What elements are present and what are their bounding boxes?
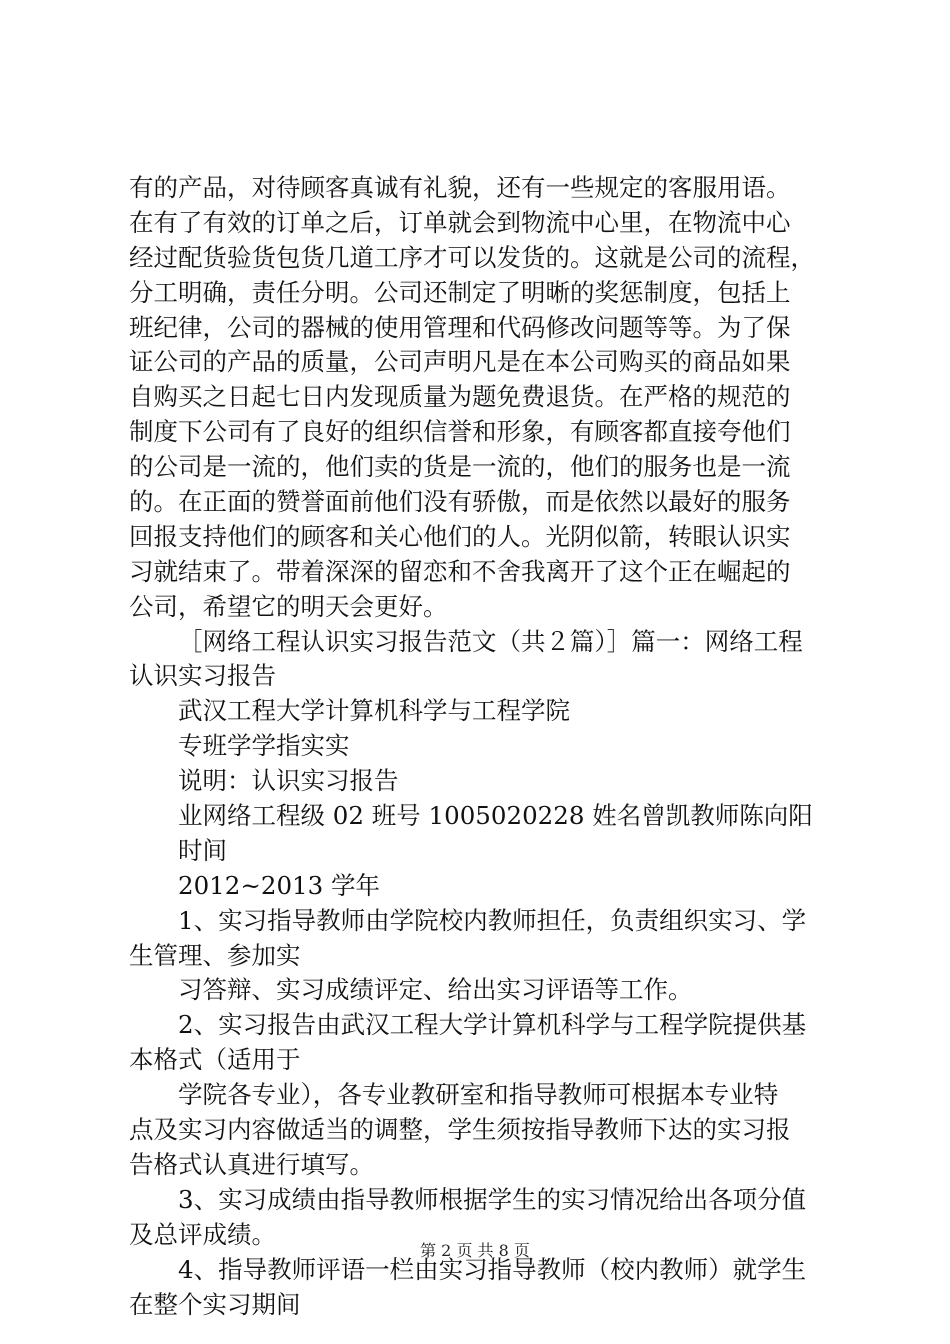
- text-line: 生管理、参加实: [129, 940, 301, 970]
- numbered-item-line: 4、指导教师评语一栏由实习指导教师（校内教师）就学生: [178, 1254, 807, 1284]
- text-line: 公司，希望它的明天会更好。: [129, 591, 448, 621]
- document-body: [129, 171, 834, 1322]
- student-info-line: 业网络工程级 02 班号 1005020228 姓名曾凯教师陈向阳: [178, 801, 813, 831]
- page-number-footer: 第 2 页 共 8 页: [420, 1241, 530, 1260]
- text-line: 及总评成绩。: [129, 1219, 276, 1249]
- text-line: 的。在正面的赞誉面前他们没有骄傲，而是依然以最好的服务: [129, 487, 791, 517]
- section-heading-line: ［网络工程认识实习报告范文（共２篇）］篇一：网络工程: [178, 626, 803, 656]
- school-year-line: 2012~2013 学年: [178, 870, 381, 900]
- text-line: 的公司是一流的，他们卖的货是一流的，他们的服务也是一流: [129, 452, 791, 482]
- text-line: 时间: [178, 835, 227, 865]
- text-line: 在整个实习期间: [129, 1289, 301, 1319]
- text-line: 习答辩、实习成绩评定、给出实习评语等工作。: [178, 975, 693, 1005]
- numbered-item-line: 2、实习报告由武汉工程大学计算机科学与工程学院提供基: [178, 1010, 807, 1040]
- text-line: 在有了有效的订单之后，订单就会到物流中心里，在物流中心: [129, 207, 791, 237]
- text-line: 经过配货验货包货几道工序才可以发货的。这就是公司的流程，: [129, 242, 815, 272]
- text-line: 分工明确，责任分明。公司还制定了明晰的奖惩制度，包括上: [129, 277, 791, 307]
- section-heading-line: 认识实习报告: [129, 661, 276, 691]
- text-line: 有的产品，对待顾客真诚有礼貌，还有一些规定的客服用语。: [129, 173, 791, 202]
- text-line: 学院各专业），各专业教研室和指导教师可根据本专业特: [178, 1080, 779, 1110]
- numbered-item-line: 1、实习指导教师由学院校内教师担任，负责组织实习、学: [178, 905, 807, 935]
- text-line: 说明：认识实习报告: [178, 766, 399, 796]
- numbered-item-line: 3、实习成绩由指导教师根据学生的实习情况给出各项分值: [178, 1184, 807, 1214]
- school-name: 武汉工程大学计算机科学与工程学院: [178, 696, 570, 726]
- text-line: 班纪律，公司的器械的使用管理和代码修改问题等等。为了保: [129, 312, 791, 342]
- text-line: 制度下公司有了良好的组织信誉和形象，有顾客都直接夸他们: [129, 417, 791, 447]
- text-line: 本格式（适用于: [129, 1045, 301, 1075]
- text-line: 证公司的产品的质量，公司声明凡是在本公司购买的商品如果: [129, 347, 791, 377]
- text-line: 告格式认真进行填写。: [129, 1149, 374, 1179]
- text-line: 回报支持他们的顾客和关心他们的人。光阴似箭，转眼认识实: [129, 521, 791, 551]
- text-line: 专班学学指实实: [178, 731, 350, 761]
- text-line: 习就结束了。带着深深的留恋和不舍我离开了这个正在崛起的: [129, 556, 791, 586]
- text-line: 点及实习内容做适当的调整，学生须按指导教师下达的实习报: [129, 1115, 791, 1145]
- text-line: 自购买之日起七日内发现质量为题免费退货。在严格的规范的: [129, 382, 791, 412]
